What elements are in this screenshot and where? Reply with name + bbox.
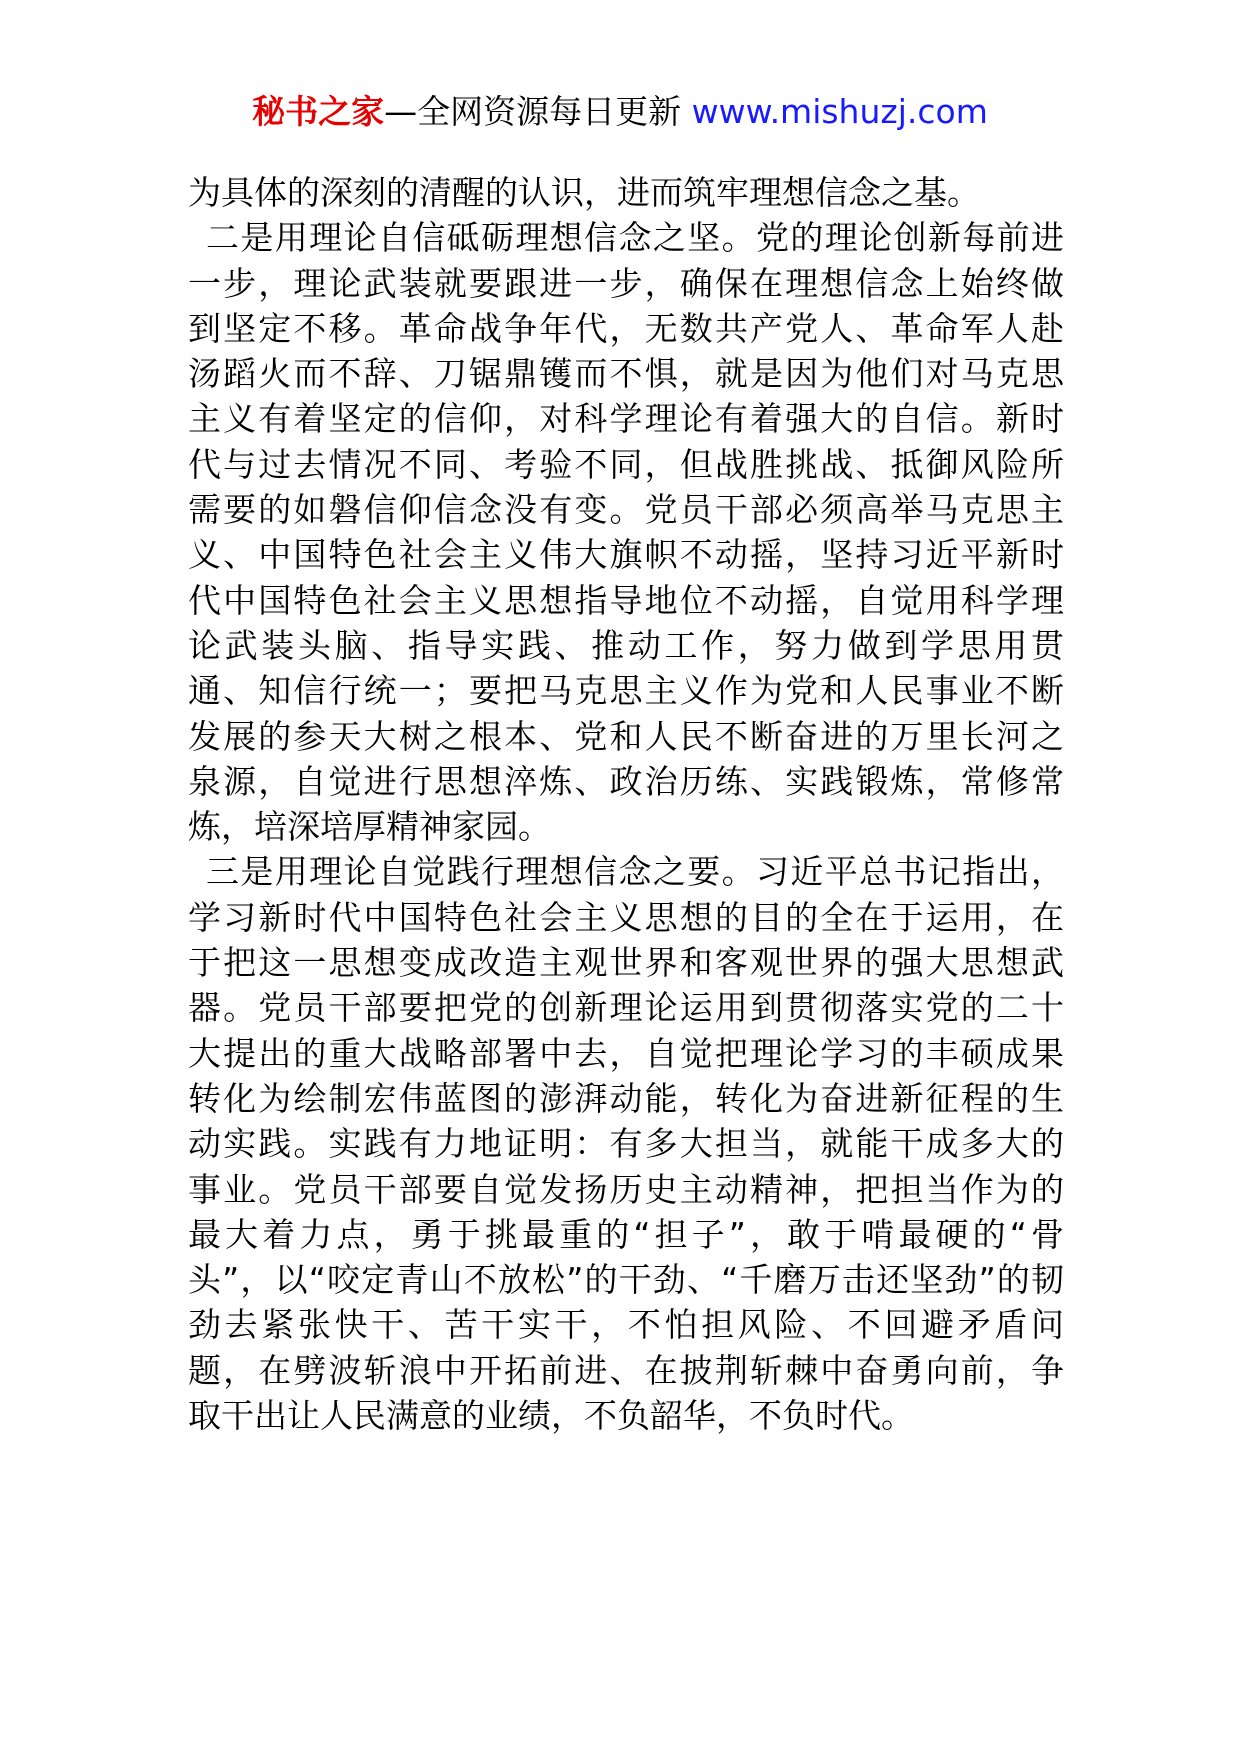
text-line: 学习新时代中国特色社会主义思想的目的全在于运用，在	[188, 897, 1064, 937]
paragraph-3-first-line: 三是用理论自觉践行理想信念之要。习近平总书记指出，	[206, 852, 1064, 892]
text-line: 取干出让人民满意的业绩，不负韶华，不负时代。	[188, 1396, 914, 1436]
text-line: 最大着力点，勇于挑最重的“担子”，敢于啃最硬的“骨	[188, 1214, 1064, 1254]
text-line: 主义有着坚定的信仰，对科学理论有着强大的自信。新时	[188, 399, 1064, 439]
text-line: 劲去紧张快干、苦干实干，不怕担风险、不回避矛盾问	[188, 1305, 1064, 1345]
text-line: 一步，理论武装就要跟进一步，确保在理想信念上始终做	[188, 263, 1064, 303]
text-line: 论武装头脑、指导实践、推动工作，努力做到学思用贯	[188, 625, 1064, 665]
text-line: 炼，培深培厚精神家园。	[188, 807, 551, 847]
text-line: 到坚定不移。革命战争年代，无数共产党人、革命军人赴	[188, 308, 1064, 348]
text-line: 动实践。实践有力地证明：有多大担当，就能干成多大的	[188, 1124, 1064, 1164]
paragraph-2-first-line: 二是用理论自信砥砺理想信念之坚。党的理论创新每前进	[206, 218, 1064, 258]
text-line: 发展的参天大树之根本、党和人民不断奋进的万里长河之	[188, 716, 1064, 756]
site-brand: 秘书之家	[252, 92, 385, 131]
text-line: 为具体的深刻的清醒的认识，进而筑牢理想信念之基。	[188, 173, 980, 212]
text-line: 于把这一思想变成改造主观世界和客观世界的强大思想武	[188, 943, 1064, 983]
page-header	[0, 92, 1240, 132]
site-url-link[interactable]: www.mishuzj.com	[691, 92, 988, 131]
text-line: 义、中国特色社会主义伟大旗帜不动摇，坚持习近平新时	[188, 535, 1064, 575]
text-line: 事业。党员干部要自觉发扬历史主动精神，把担当作为的	[188, 1169, 1064, 1209]
text-line: 代中国特色社会主义思想指导地位不动摇，自觉用科学理	[188, 580, 1064, 620]
site-tagline: —全网资源每日更新	[384, 92, 692, 131]
text-line: 转化为绘制宏伟蓝图的澎湃动能，转化为奋进新征程的生	[188, 1078, 1064, 1118]
text-line: 头”，以“咬定青山不放松”的干劲、“千磨万击还坚劲”的韧	[188, 1260, 1064, 1300]
document-body	[188, 170, 1064, 1438]
text-line: 题，在劈波斩浪中开拓前进、在披荆斩棘中奋勇向前，争	[188, 1350, 1064, 1390]
text-line: 大提出的重大战略部署中去，自觉把理论学习的丰硕成果	[188, 1033, 1064, 1073]
text-line: 泉源，自觉进行思想淬炼、政治历练、实践锻炼，常修常	[188, 761, 1064, 801]
text-line: 通、知信行统一；要把马克思主义作为党和人民事业不断	[188, 671, 1064, 711]
text-line: 代与过去情况不同、考验不同，但战胜挑战、抵御风险所	[188, 444, 1064, 484]
text-line: 汤蹈火而不辞、刀锯鼎镬而不惧，就是因为他们对马克思	[188, 354, 1064, 394]
text-line: 器。党员干部要把党的创新理论运用到贯彻落实党的二十	[188, 988, 1064, 1028]
text-line: 需要的如磐信仰信念没有变。党员干部必须高举马克思主	[188, 490, 1064, 530]
